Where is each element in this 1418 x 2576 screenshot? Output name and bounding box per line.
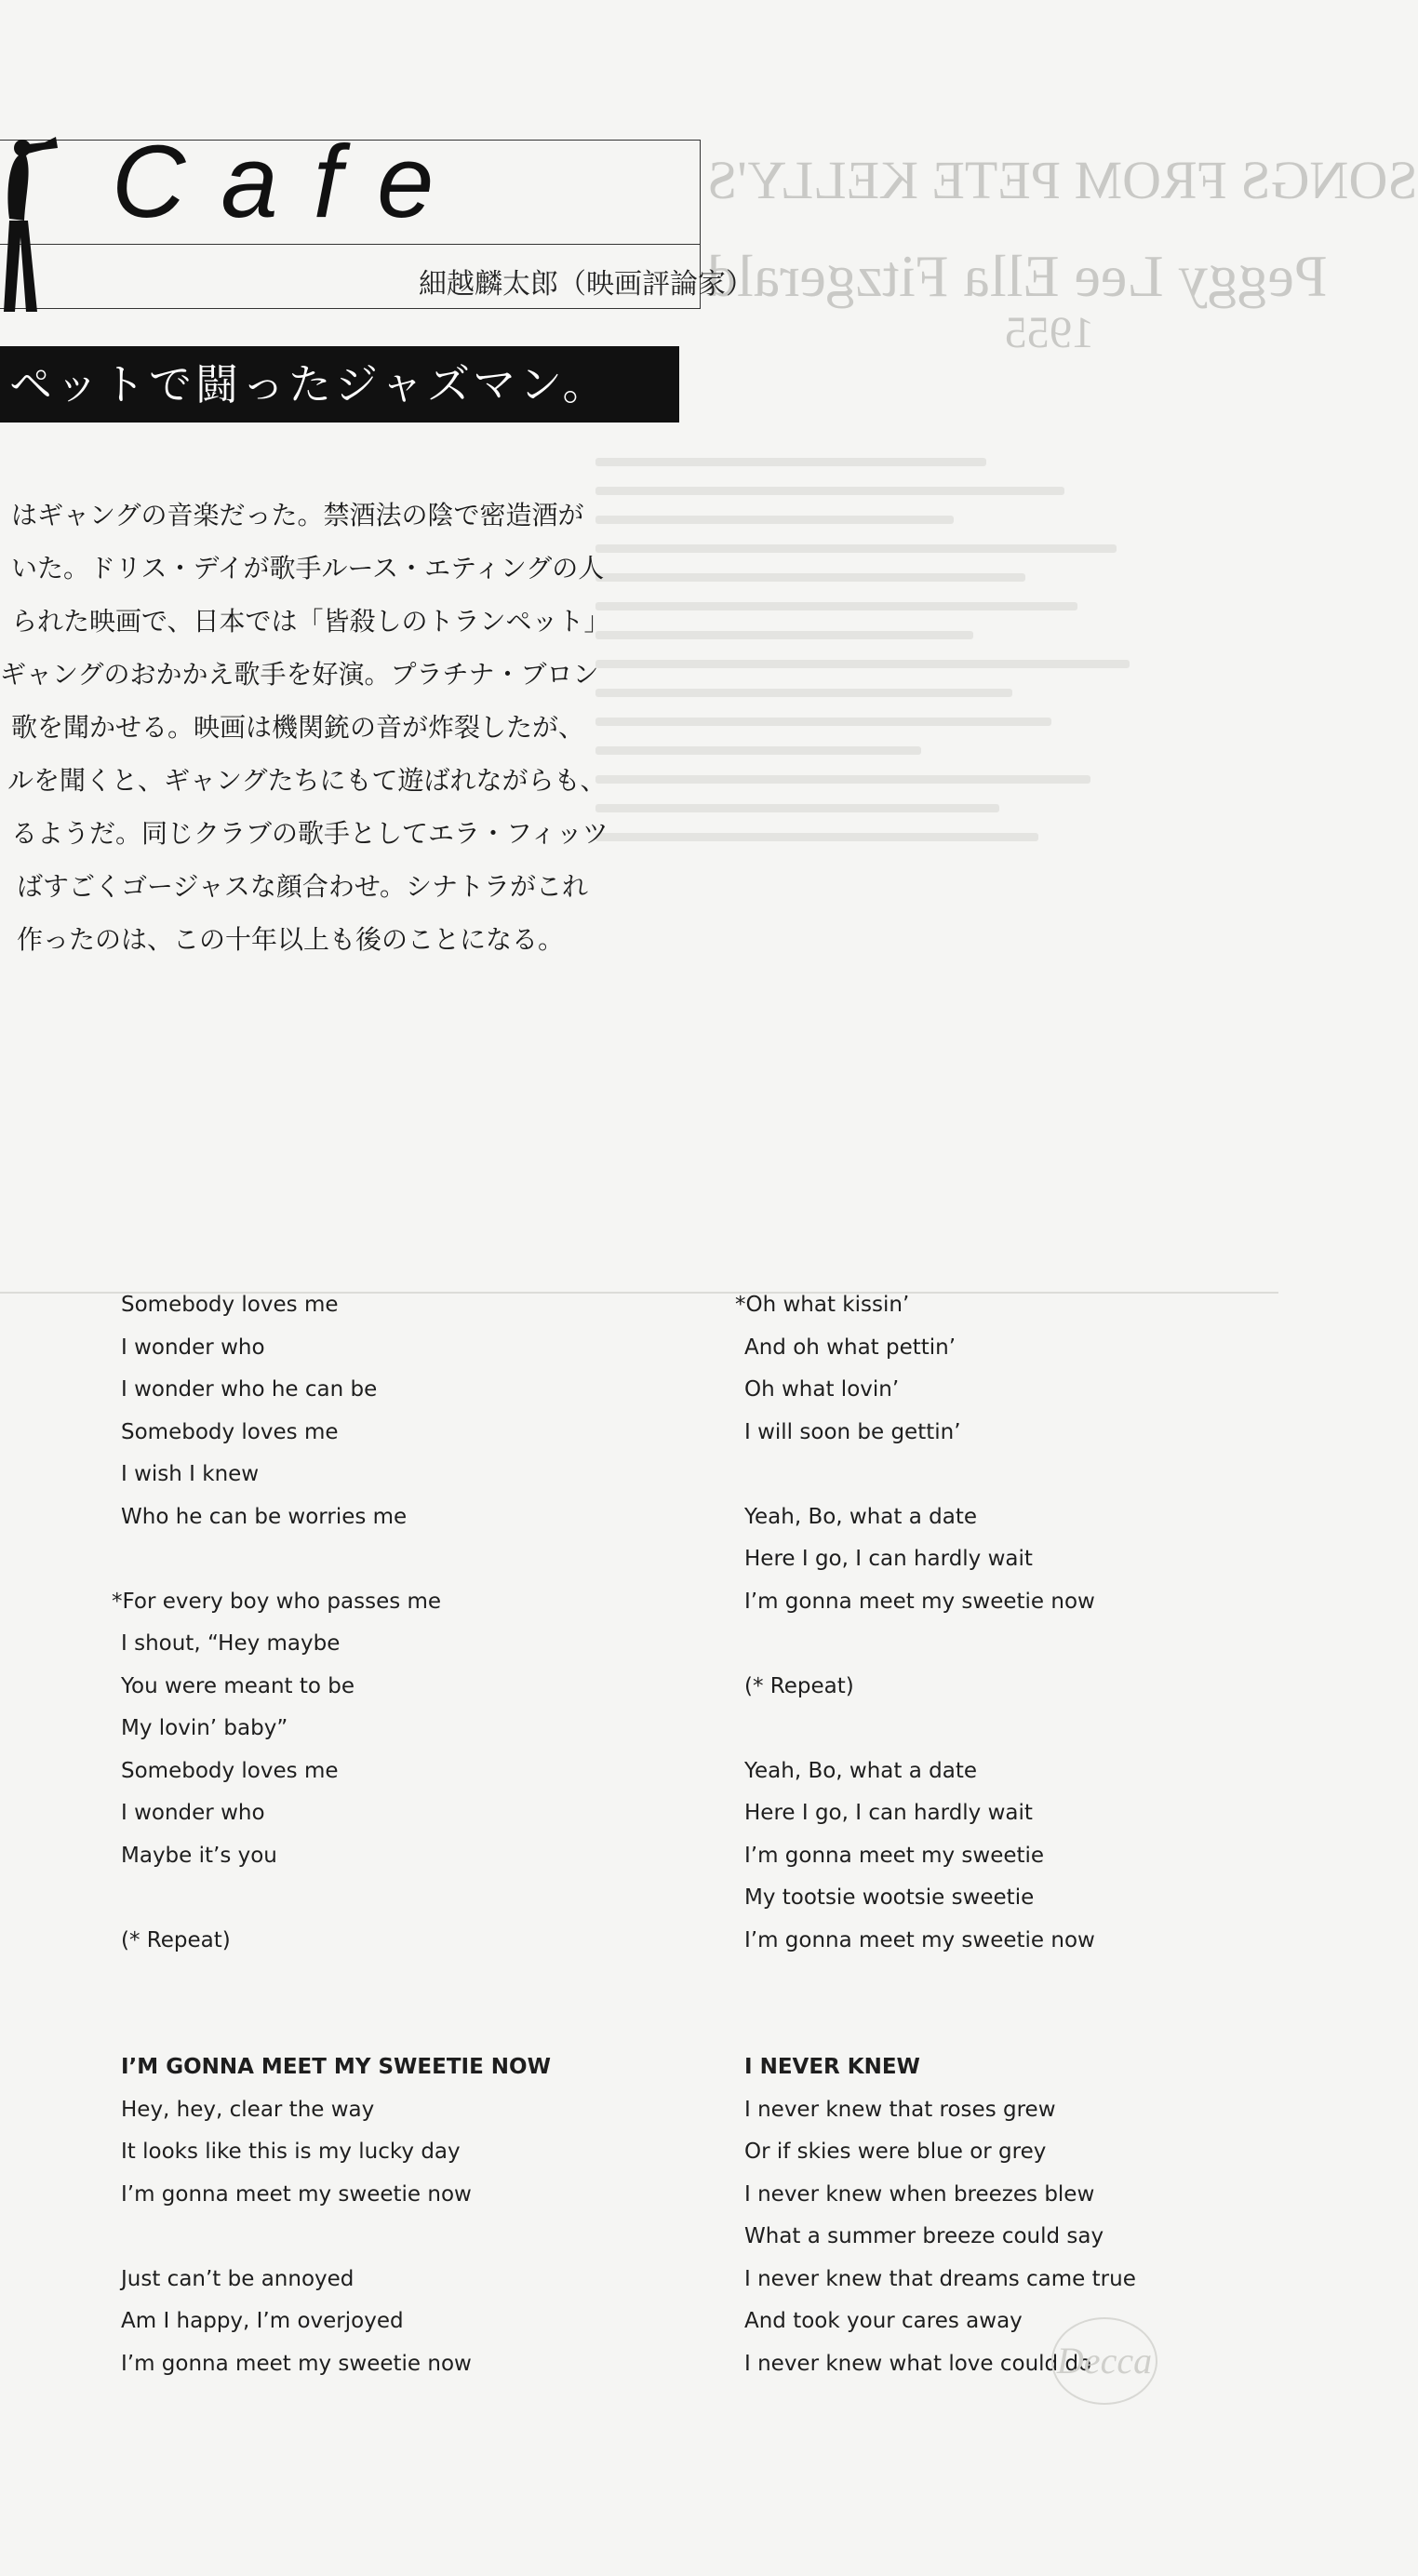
lyric-line: I’m gonna meet my sweetie now [121, 2351, 472, 2376]
article-line: られた映画で、日本では「皆殺しのトランペット」 [11, 606, 610, 637]
lyric-spacer [744, 2005, 1136, 2047]
trumpet-player-illustration [0, 135, 65, 321]
lyric-line: I never knew that dreams came true [744, 2266, 1136, 2291]
lyric-line: And oh what pettin’ [744, 1335, 956, 1360]
article-line: ギャングのおかかえ歌手を好演。プラチナ・ブロン [0, 659, 599, 690]
article-body [0, 489, 651, 966]
lyric-line: Here I go, I can hardly wait [744, 1801, 1033, 1825]
lyric-line: Here I go, I can hardly wait [744, 1547, 1033, 1571]
lyric-line: Yeah, Bo, what a date [744, 1504, 977, 1529]
lyric-line: I wish I knew [121, 1462, 260, 1486]
lyric-line: And took your cares away [744, 2309, 1023, 2333]
lyric-line: What a summer breeze could say [744, 2224, 1104, 2248]
lyric-spacer [744, 1454, 1136, 1496]
article-line: 作ったのは、この十年以上も後のことになる。 [17, 924, 565, 955]
lyric-line: I never knew when breezes blew [744, 2181, 1095, 2207]
lyric-line: I wonder who he can be [121, 1377, 378, 1402]
lyric-spacer [744, 1962, 1136, 2005]
headline-banner: ペットで闘ったジャズマン。 [0, 346, 679, 423]
lyric-line: (* Repeat) [744, 1673, 854, 1698]
lyric-line: My tootsie wootsie sweetie [744, 1885, 1035, 1910]
lyric-spacer [121, 1962, 551, 2005]
lyric-line: I’m gonna meet my sweetie now [121, 2181, 472, 2207]
lyric-spacer [121, 1538, 551, 1581]
lyric-line: I’m gonna meet my sweetie [744, 1843, 1045, 1868]
lyric-spacer [121, 2216, 551, 2259]
lyric-line: Hey, hey, clear the way [121, 2097, 375, 2122]
lyric-spacer [121, 1877, 551, 1920]
article-line: るようだ。同じクラブの歌手としてエラ・フィッツ [11, 818, 609, 849]
ghost-title-2: Peggy Lee Ella Fitzgerald [707, 243, 1328, 309]
lyric-line: I’m gonna meet my sweetie now [744, 1589, 1095, 1614]
lyric-line: Maybe it’s you [121, 1843, 277, 1868]
article-line: いた。ドリス・デイが歌手ルース・エティングの人 [11, 553, 605, 584]
lyric-line: (* Repeat) [121, 1927, 231, 1952]
lyrics-left-column [112, 1284, 551, 2385]
lyric-line: Oh what lovin’ [744, 1377, 900, 1402]
ghost-title-1: SONGS FROM PETE KELLY'S [707, 150, 1418, 210]
lyric-line: Somebody loves me [121, 1293, 339, 1317]
lyric-line: Somebody loves me [121, 1419, 339, 1444]
song-title: I NEVER KNEW [744, 2055, 920, 2079]
lyric-spacer [744, 1708, 1136, 1751]
ghost-text-lines [595, 437, 1247, 862]
lyric-line: Just can’t be annoyed [121, 2266, 354, 2291]
lyric-line: You were meant to be [121, 1673, 355, 1698]
article-line: 歌を聞かせる。映画は機関銃の音が炸裂したが、 [11, 712, 585, 743]
cafe-header-divider [0, 244, 700, 245]
lyric-line: *Oh what kissin’ [735, 1293, 910, 1317]
lyric-line: I wonder who [121, 1801, 265, 1825]
decca-logo: Decca [1051, 2317, 1157, 2405]
lyric-line: I shout, “Hey maybe [121, 1631, 341, 1656]
article-line: はギャングの音楽だった。禁酒法の陰で密造酒が [11, 500, 584, 530]
lyric-line: I’m gonna meet my sweetie now [744, 1927, 1095, 1952]
lyric-line: Yeah, Bo, what a date [744, 1758, 977, 1783]
lyric-line: *For every boy who passes me [112, 1589, 442, 1614]
song-title: I’M GONNA MEET MY SWEETIE NOW [121, 2055, 551, 2079]
lyric-line: I never knew that roses grew [744, 2097, 1056, 2122]
lyric-line: My lovin’ baby” [121, 1716, 288, 1740]
lyric-spacer [121, 2005, 551, 2047]
lyric-line: I wonder who [121, 1335, 265, 1360]
ghost-year: 1955 [1005, 308, 1094, 357]
lyric-line: It looks like this is my lucky day [121, 2140, 461, 2164]
lyrics-right-column [735, 1284, 1136, 2385]
lyric-line: Am I happy, I’m overjoyed [121, 2309, 404, 2333]
article-line: ばすごくゴージャスな顔合わせ。シナトラがこれ [17, 871, 589, 902]
lyric-line: Or if skies were blue or grey [744, 2140, 1047, 2164]
lyric-line: Who he can be worries me [121, 1504, 408, 1529]
article-line: ルを聞くと、ギャングたちにもて遊ばれながらも、 [7, 765, 607, 796]
cafe-title: Cafe [112, 125, 470, 239]
lyric-line: I will soon be gettin’ [744, 1419, 961, 1444]
lyric-line: I never knew what love could do [744, 2351, 1092, 2376]
lyric-spacer [744, 1623, 1136, 1666]
lyric-line: Somebody loves me [121, 1758, 339, 1783]
author-credit: 細越麟太郎（映画評論家） [419, 268, 754, 301]
